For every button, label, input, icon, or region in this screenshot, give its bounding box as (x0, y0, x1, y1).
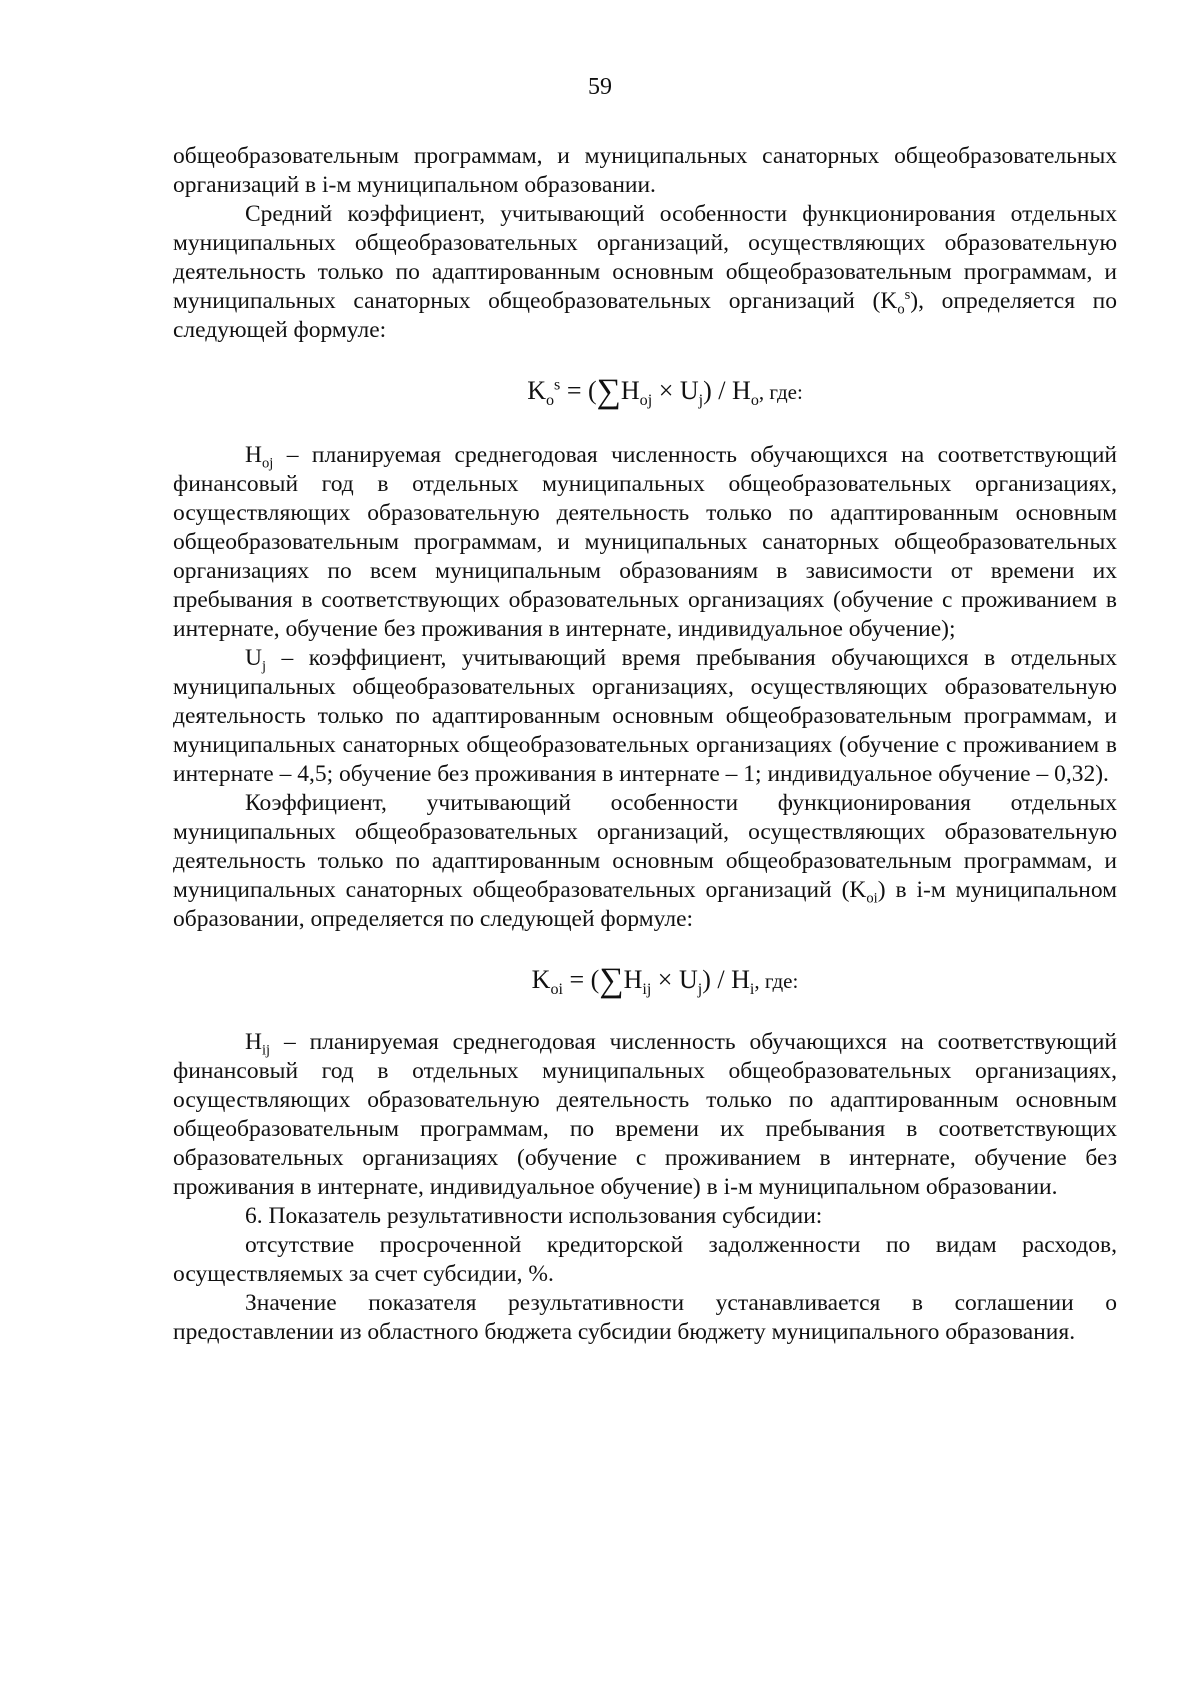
formula-1 (173, 371, 1117, 412)
formula-1-times: × (652, 376, 680, 405)
paragraph-5-subscript: oi (866, 890, 878, 907)
formula-2-close-div: ) / (702, 965, 732, 994)
formula-1-u: U (679, 376, 699, 405)
formula-2-eq: = ( (562, 965, 600, 994)
paragraph-1 (173, 142, 1117, 200)
paragraph-4-subscript: j (261, 658, 267, 675)
formula-2-h2-sub: i (749, 981, 755, 999)
formula-1-sigma: ∑ (596, 373, 621, 410)
paragraph-3 (173, 441, 1117, 644)
paragraph-4-symbol: U (245, 645, 262, 671)
paragraph-6-symbol: H (245, 1029, 262, 1055)
paragraph-9 (173, 1289, 1117, 1347)
paragraph-8 (173, 1231, 1117, 1289)
paragraph-1-text: общеобразовательным программам, и муниципальных санаторных общеобразовательных организаций в i-м муниципальном образовании. (173, 143, 1117, 198)
formula-1-u-sub: j (698, 392, 704, 410)
paragraph-2-text-a: Средний коэффициент, учитывающий особенности функционирования отдельных муниципальных общеобразовательных организаций, осуществляющих образовательную деятельность только по адаптированным основным общеобразовательным программам, и муниципальных санаторных общеобразовательных организаций (K (173, 201, 1117, 314)
formula-2-sigma: ∑ (599, 962, 624, 999)
paragraph-3-symbol: H (245, 442, 262, 468)
paragraph-6 (173, 1028, 1117, 1202)
formula-2-h2: H (731, 965, 750, 994)
formula-2-k: K (531, 965, 551, 994)
paragraph-5 (173, 789, 1117, 934)
formula-1-close-div: ) / (703, 376, 733, 405)
formula-1-h2-sub: o (750, 392, 759, 410)
paragraph-2 (173, 200, 1117, 345)
formula-1-k-sup: s (554, 376, 561, 394)
paragraph-7 (173, 1202, 1117, 1231)
paragraph-4-text: – коэффициент, учитывающий время пребывания обучающихся в отдельных муниципальных общеобразовательных организациях, осуществляющих образовательную деятельность только по адаптированным основным общеобразовательным программам, и муниципальных санаторных общеобразовательных организациях (обучение с проживанием в интернате – 4,5; обучение без проживания в интернате – 1; индивидуальное обучение – 0,32). (173, 645, 1117, 787)
formula-2-h-sub: ij (642, 981, 652, 999)
formula-1-eq: = ( (560, 376, 597, 405)
paragraph-7-text: 6. Показатель результативности использования субсидии: (245, 1203, 823, 1229)
formula-2-u: U (678, 965, 698, 994)
page-number: 59 (588, 74, 612, 100)
paragraph-2-text-b: ), определяется по следующей формуле: (173, 288, 1118, 343)
paragraph-2-superscript: s (904, 287, 911, 304)
paragraph-5-text-a: Коэффициент, учитывающий особенности функционирования отдельных муниципальных общеобразовательных организаций, осуществляющих образовательную деятельность только по адаптированным основным общеобразовательным программам, и муниципальных санаторных общеобразовательных организаций (K (173, 790, 1117, 903)
formula-2-h: H (623, 965, 643, 994)
formula-1-h2: H (732, 376, 751, 405)
formula-2-k-sub: oi (550, 981, 563, 999)
formula-1-h: H (620, 376, 640, 405)
formula-2-times: × (651, 965, 679, 994)
paragraph-3-text: – планируемая среднегодовая численность обучающихся на соответствующий финансовый год в отдельных муниципальных общеобразовательных организациях, осуществляющих образовательную деятельность только по адаптированным основным общеобразовательным программам, и муниципальных санаторных общеобразовательных организациях по всем муниципальным образованиям в зависимости от времени их пребывания в соответствующих образовательных организациях (обучение с проживанием в интернате, обучение без проживания в интернате, индивидуальное обучение); (173, 442, 1117, 642)
document-body (173, 142, 1117, 1347)
paragraph-8-text: отсутствие просроченной кредиторской задолженности по видам расходов, осуществляемых за счет субсидии, %. (173, 1232, 1117, 1287)
paragraph-2-subscript: o (897, 301, 905, 318)
formula-1-k: K (527, 376, 546, 405)
paragraph-5-text-b: ) в i-м муниципальном образовании, определяется по следующей формуле: (173, 877, 1117, 932)
formula-2 (173, 960, 1117, 1001)
formula-2-tail: , где: (754, 969, 799, 993)
formula-1-tail: , где: (758, 380, 803, 404)
paragraph-4 (173, 644, 1117, 789)
formula-1-h-sub: oj (639, 392, 653, 410)
paragraph-6-subscript: ij (261, 1042, 271, 1059)
paragraph-6-text: – планируемая среднегодовая численность обучающихся на соответствующий финансовый год в отдельных муниципальных общеобразовательных организациях, осуществляющих образовательную деятельность только по адаптированным основным общеобразовательным программам, по времени их пребывания в соответствующих образовательных организациях (обучение с проживанием в интернате, обучение без проживания в интернате, индивидуальное обучение) в i-м муниципальном образовании. (173, 1029, 1117, 1200)
paragraph-9-text: Значение показателя результативности устанавливается в соглашении о предоставлении из областного бюджета субсидии бюджету муниципального образования. (173, 1290, 1117, 1345)
formula-1-k-sub: o (545, 392, 555, 410)
paragraph-3-subscript: oj (261, 455, 274, 472)
formula-2-u-sub: j (697, 981, 703, 999)
